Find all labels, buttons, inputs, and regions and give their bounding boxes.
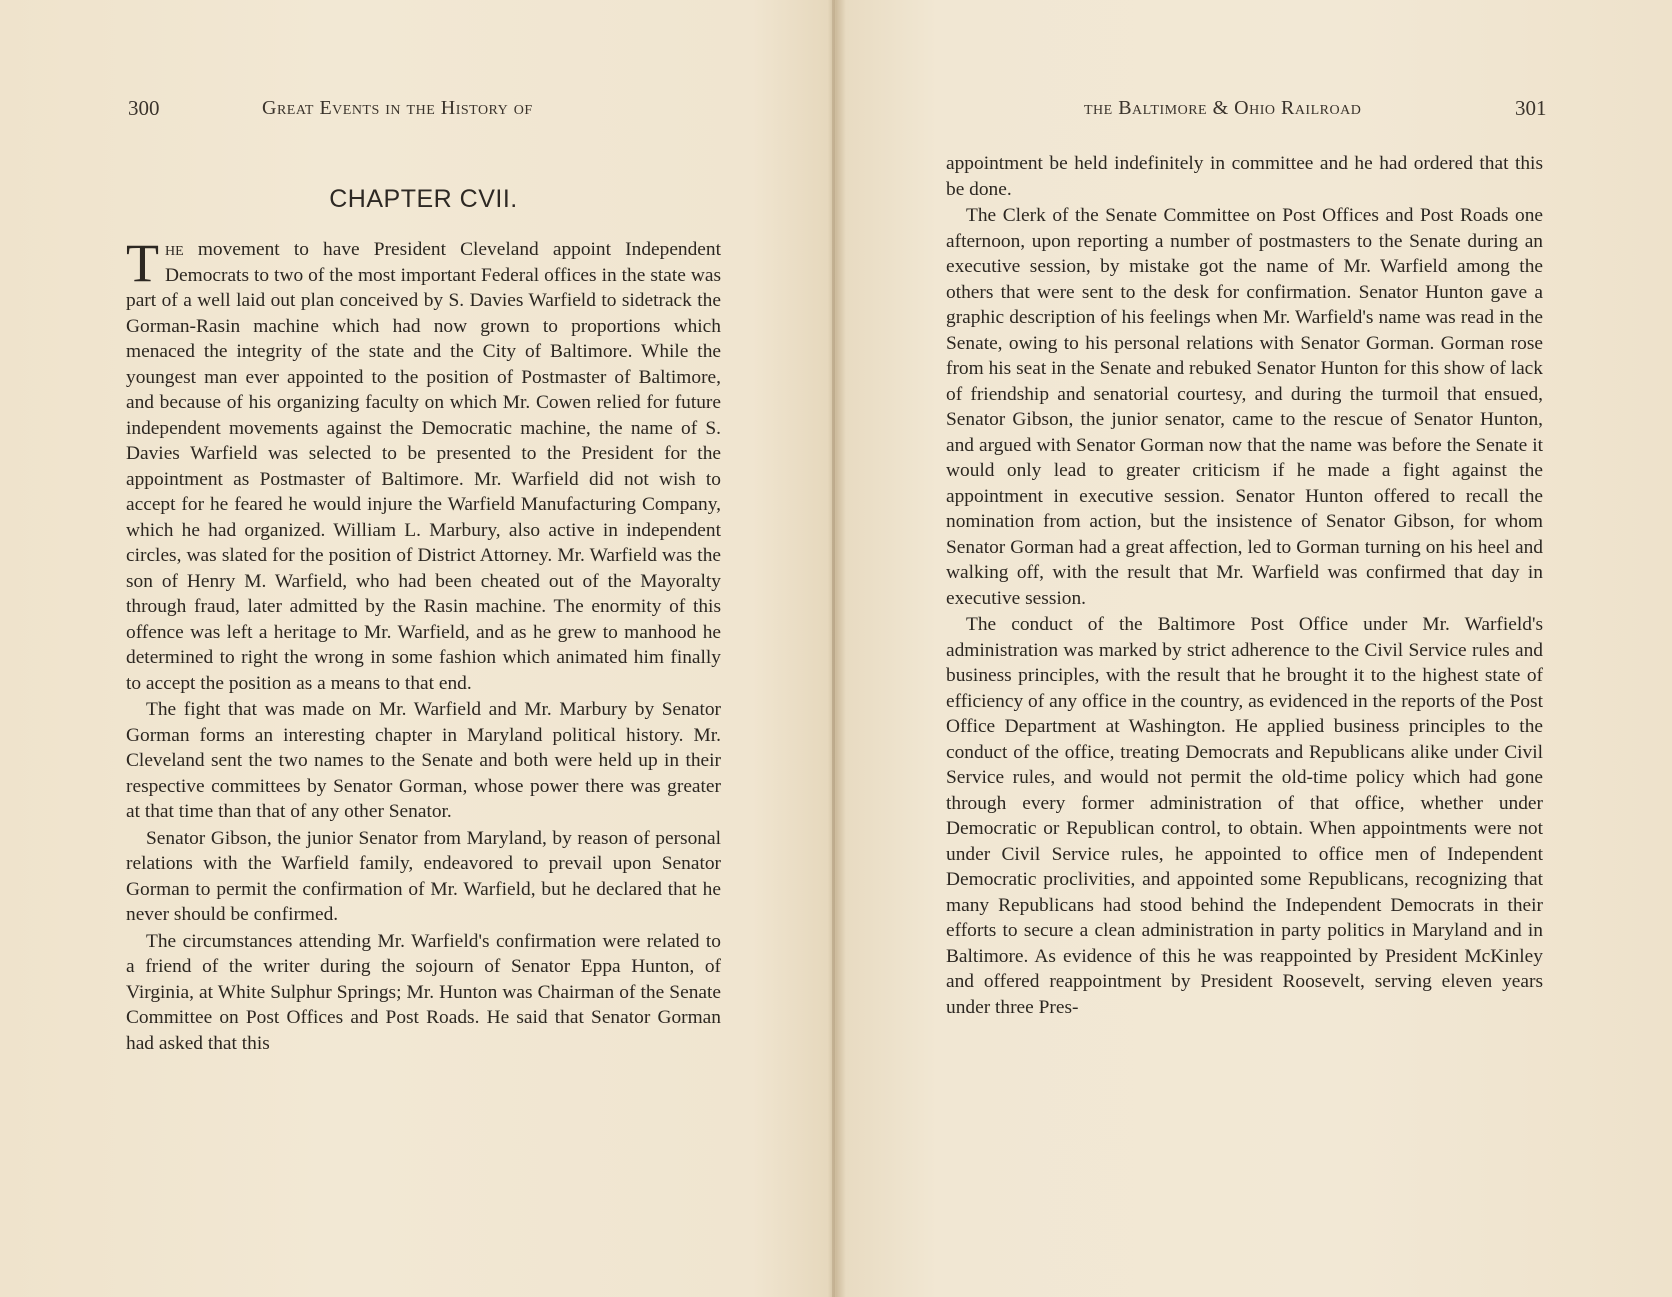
paragraph: Senator Gibson, the junior Senator from Maryland, by reason of personal relations with the Warfield family, endeavored to prevail upon Senator Gorman to permit the confirmation of Mr. Warfield, but he declared that he never should be confirmed. <box>126 827 721 925</box>
drop-cap: T <box>126 233 159 293</box>
chapter-title: CHAPTER CVII. <box>329 185 518 213</box>
continuation-paragraph: appointment be held indefinitely in committee and he had ordered that this be done. <box>946 153 1543 200</box>
right-running-head: the Baltimore & Ohio Railroad <box>1084 97 1362 119</box>
lead-in-word: he <box>165 239 184 260</box>
right-page-number: 301 <box>1515 96 1547 120</box>
left-body-text <box>126 233 721 1056</box>
right-body-text <box>946 151 1543 1020</box>
opening-text: movement to have President Cleveland appoint Independent Democrats to two of the most important Federal offices in the state was part of a well laid out plan conceived by S. Davies Warfield to sidetrack the Gorman-Rasin machine which had now grown to proportions which menaced the integrity of the state and the City of Baltimore. While the youngest man ever appointed to the position of Postmaster of Baltimore, and because of his organizing faculty on which Mr. Cowen relied for future independent movements against the Democratic machine, the name of S. Davies Warfield was selected to be presented to the President for the appointment as Postmaster of Baltimore. Mr. Warfield did not wish to accept for he feared he would injure the Warfield Manufacturing Company, which he had organized. William L. Marbury, also active in independent circles, was slated for the position of District Attorney. Mr. Warfield was the son of Henry M. Warfield, who had been cheated out of the Mayoralty through fraud, later admitted by the Rasin machine. The enormity of this offence was left a heritage to Mr. Warfield, and as he grew to manhood he determined to right the wrong in some fashion which animated him finally to accept the position as a means to that end. <box>126 239 721 694</box>
paragraph: The circumstances attending Mr. Warfield's confirmation were related to a friend of the writer during the sojourn of Senator Eppa Hunton, of Virginia, at White Sulphur Springs; Mr. Hunton was Chairman of the Senate Committee on Post Offices and Post Roads. He said that Senator Gorman had asked that this <box>126 930 721 1054</box>
left-page <box>0 0 832 1297</box>
paragraph: The fight that was made on Mr. Warfield and Mr. Marbury by Senator Gorman forms an interesting chapter in Maryland political history. Mr. Cleveland sent the two names to the Senate and both were held up in their respective committees by Senator Gorman, whose power there was greater at that time than that of any other Senator. <box>126 699 721 822</box>
right-page <box>835 0 1672 1297</box>
paragraph: The conduct of the Baltimore Post Office under Mr. Warfield's administration was marked by strict adherence to the Civil Service rules and business principles, with the result that he brought it to the highest state of efficiency of any office in the country, as evidenced in the reports of the Post Office Department at Washington. He applied business principles to the conduct of the office, treating Democrats and Republicans alike under Civil Service rules, and would not permit the old-time policy which had gone through every former administration of that office, whether under Democratic or Republican control, to obtain. When appointments were not under Civil Service rules, he appointed to office men of Independent Democratic proclivities, and appointed some Republicans, recognizing that many Republicans had stood behind the Independent Democrats in their efforts to secure a clean administration in party politics in Maryland and in Baltimore. As evidence of this he was reappointed by President McKinley and offered reappointment by President Roosevelt, serving eleven years under three Pres- <box>946 614 1543 1018</box>
opening-paragraph <box>126 233 721 696</box>
paragraph: The Clerk of the Senate Committee on Post Offices and Post Roads one afternoon, upon reporting a number of postmasters to the Senate during an executive session, by mistake got the name of Mr. Warfield among the others that were sent to the desk for confirmation. Senator Hunton gave a graphic description of his feelings when Mr. Warfield's name was read in the Senate, owing to his personal relations with Senator Gorman. Gorman rose from his seat in the Senate and rebuked Senator Hunton for this show of lack of friendship and senatorial courtesy, and during the turmoil that ensued, Senator Gibson, the junior senator, came to the rescue of Senator Hunton, and argued with Senator Gorman now that the name was before the Senate it would only lead to greater criticism if he made a fight against the appointment in executive session. Senator Hunton offered to recall the nomination from action, but the insistence of Senator Gibson, for whom Senator Gorman had a great affection, led to Gorman turning on his heel and walking off, with the result that Mr. Warfield was confirmed that day in executive session. <box>946 205 1543 609</box>
left-page-number: 300 <box>128 96 160 120</box>
left-running-head: Great Events in the History of <box>262 97 533 119</box>
